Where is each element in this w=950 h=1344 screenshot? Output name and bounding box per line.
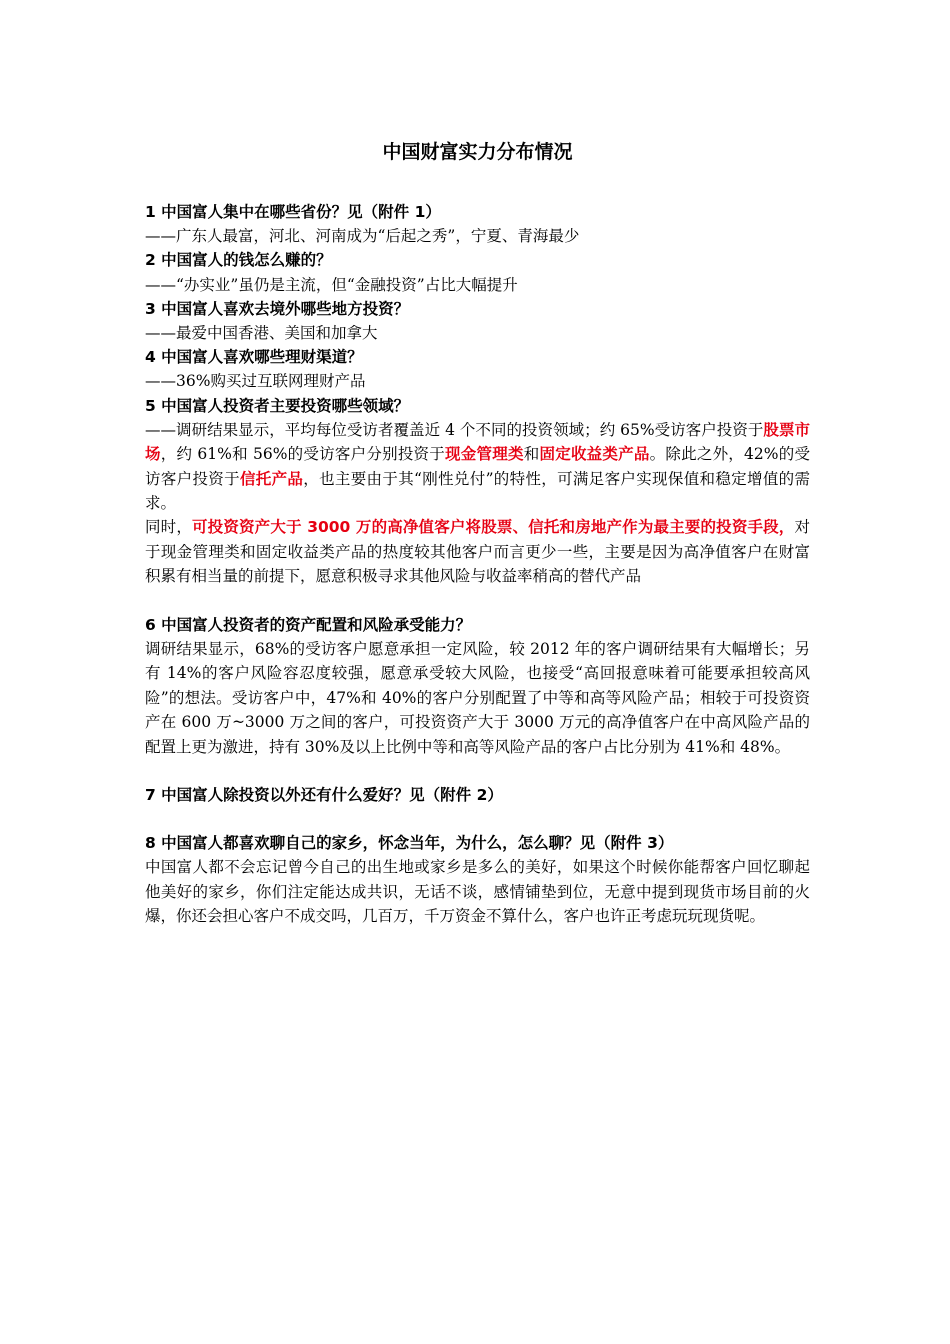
document-page [145,138,810,929]
answer-5-text: ——调研结果显示，平均每位受访者覆盖近 4 个不同的投资领域；约 65%受访客户投资于 [145,420,764,439]
answer-5-text: 和 [523,445,540,464]
question-1: 1 中国富人集中在哪些省份？见（附件 1） [145,203,441,221]
answer-5-text: 。除此之外，42%的受访客户投资于 [145,445,810,488]
question-3: 3 中国富人喜欢去境外哪些地方投资？ [145,299,410,318]
question-8: 8 中国富人都喜欢聊自己的家乡，怀念当年，为什么，怎么聊？见（附件 3） [145,834,674,853]
spacer [145,759,810,783]
question-4: 4 中国富人喜欢哪些理财渠道？ [145,348,363,367]
answer-6: 调研结果显示，68%的受访客户愿意承担一定风险，较 2012 年的客户调研结果有大幅增长；另有 14%的客户风险容忍度较强，愿意承受较大风险，也接受“高回报意味着可能要承担较高风险”的想法。受访客户中，47%和 40%的客户分别配置了中等和高等风险产品；相较于可投资资产在 600 万~3000 万之间的客户，可投资资产大于 3000 万元的高净值客户在中高风险产品的配置上更为激进，持有 30%及以上比例中等和高等风险产品的客户占比分别为 41%和 48%。 [145,639,810,756]
answer-3: ——最爱中国香港、美国和加拿大 [145,324,378,343]
question-5: 5 中国富人投资者主要投资哪些领域？ [145,396,410,415]
highlight-fixed-income: 固定收益类产品 [539,445,650,464]
highlight-cash-management: 现金管理类 [445,445,524,464]
answer-5-text: ，约 61%和 56%的受访客户分别投资于 [160,445,446,464]
answer-1: ——广东人最富，河北、河南成为“后起之秀”，宁夏、青海最少 [145,227,580,246]
answer-5-paragraph-2 [145,515,810,588]
answer-5-text: 对于现金管理类和固定收益类产品的热度较其他客户而言更少一些，主要是因为高净值客户在财富积累有相当量的前提下，愿意积极寻求其他风险与收益率稍高的替代产品 [145,518,810,586]
highlight-stock-market: 股票市场 [145,420,810,464]
document-title: 中国财富实力分布情况 [382,141,573,163]
answer-8: 中国富人都不会忘记曾今自己的出生地或家乡是多么的美好，如果这个时候你能帮客户回忆聊起他美好的家乡，你们注定能达成共识，无话不谈，感情铺垫到位，无意中提到现货市场目前的火爆，你还会担心客户不成交吗，几百万，千万资金不算什么，客户也许正考虑玩玩现货呢。 [145,858,810,926]
answer-2: ——“办实业”虽仍是主流，但“金融投资”占比大幅提升 [145,275,518,294]
answer-4: ——36%购买过互联网理财产品 [145,372,366,391]
question-6: 6 中国富人投资者的资产配置和风险承受能力？ [145,615,472,634]
question-2: 2 中国富人的钱怎么赚的？ [145,251,332,270]
highlight-main-investment: 可投资资产大于 3000 万的高净值客户将股票、信托和房地产作为最主要的投资手段， [192,518,795,537]
question-7: 7 中国富人除投资以外还有什么爱好？见（附件 2） [145,785,503,804]
spacer [145,807,810,831]
spacer [145,589,810,613]
answer-5-paragraph-1 [145,418,810,516]
answer-5-text: ，也主要由于其“刚性兑付”的特性，可满足客户实现保值和稳定增值的需求。 [145,469,810,513]
answer-5-text: 同时， [145,518,192,537]
highlight-trust-products: 信托产品 [239,469,304,488]
